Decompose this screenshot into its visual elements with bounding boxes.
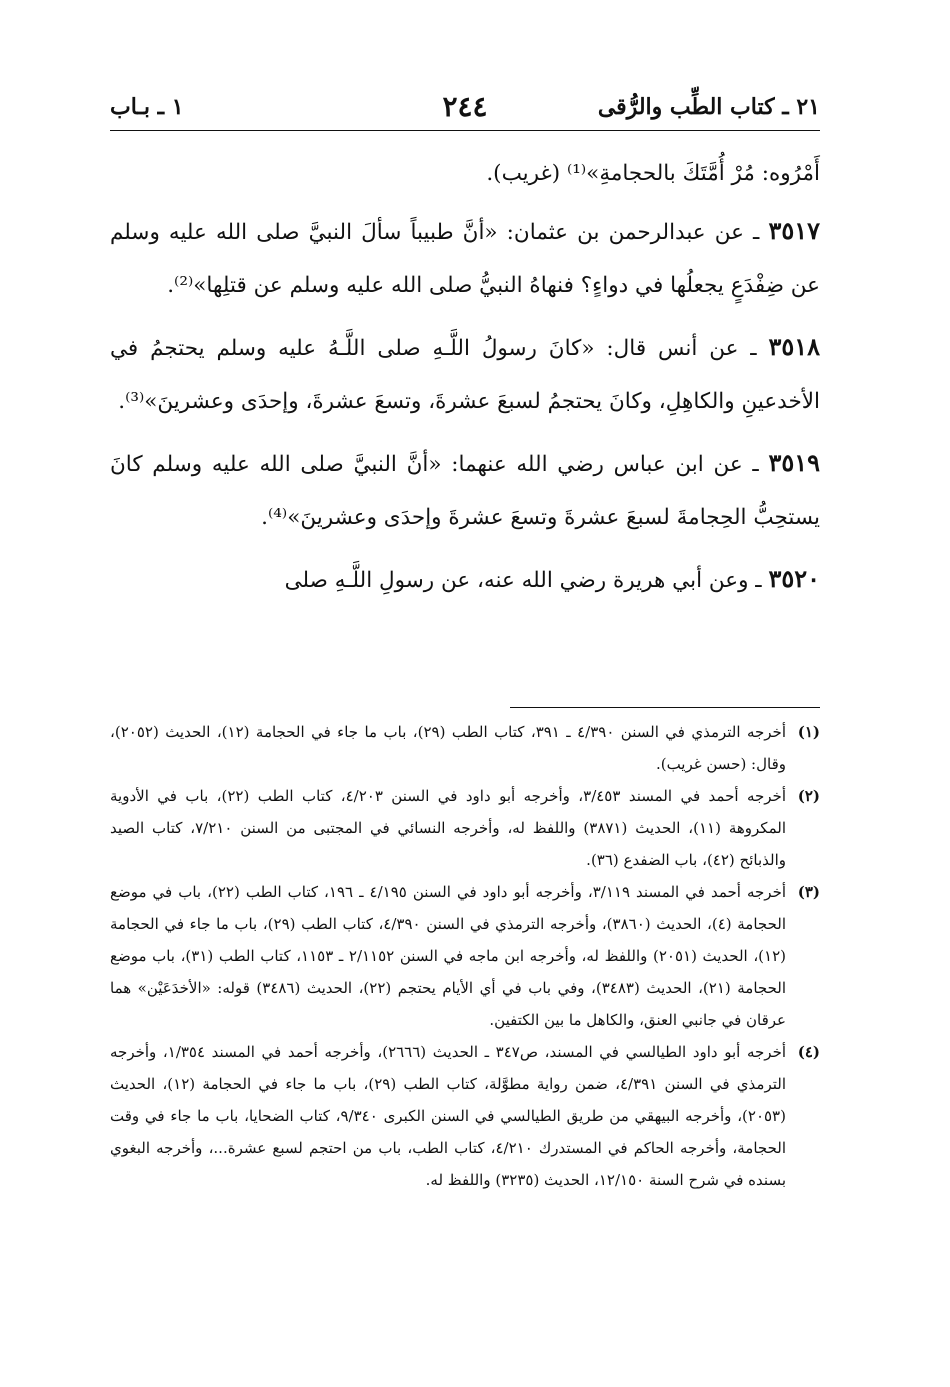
footnote-label: (٢) <box>797 787 820 805</box>
page-number: ٢٤٤ <box>442 90 488 123</box>
running-header <box>110 88 820 131</box>
footnote-text: أخرجه أحمد في المسند ٣/١١٩، وأخرجه أبو داود في السنن ٤/١٩٥ ـ ١٩٦، كتاب الطب (٢٢)، باب في موضع الحجامة (٤)، الحديث (٣٨٦٠)، وأخرجه الترمذي في السنن ٤/٣٩٠، كتاب الطب (٢٩)، باب ما جاء في الحجامة (١٢)، الحديث (٢٠٥١) واللفظ له، وأخرجه ابن ماجه في السنن ٢/١١٥٢ ـ ١١٥٣، كتاب الطب (٣١)، باب موضع الحجامة (٢١)، الحديث (٣٤٨٣)، وفي باب في أي الأيام يحتجم (٢٢)، الحديث (٣٤٨٦) قوله: «الأخدَعَيْن» هما عرقان في جانبي العنق، والكاهل ما بين الكتفين. <box>110 883 787 1029</box>
hadith-text: ـ عن عبدالرحمن بن عثمان: «أنَّ طبيباً سألَ النبيَّ صلى الله عليه وسلم عن ضِفْدَعٍ يجعلُها في دواءٍ؟ فنهاهُ النبيُّ صلى الله عليه وسلم عن قتلِها»⁽²⁾. <box>110 220 820 298</box>
hadith-text: ـ عن أنس قال: «كانَ رسولُ اللَّـهِ صلى اللَّـهُ عليه وسلم يحتجمُ في الأخدعينِ والكاهِلِ، وكانَ يحتجمُ لسبعَ عشرةَ، وتسعَ عشرةَ، وإحدَى وعشرينَ»⁽³⁾. <box>110 336 820 414</box>
footnote-text: أخرجه أبو داود الطيالسي في المسند، ص٣٤٧ ـ الحديث (٢٦٦٦)، وأخرجه أحمد في المسند ١/٣٥٤، وأخرجه الترمذي في السنن ٤/٣٩١، ضمن رواية مطوَّلة، كتاب الطب (٢٩)، باب ما جاء في الحجامة (١٢)، الحديث (٢٠٥٣)، وأخرجه البيهقي من طريق الطيالسي في السنن الكبرى ٩/٣٤٠، كتاب الضحايا، باب ما جاء في وقت الحجامة، وأخرجه الحاكم في المستدرك ٤/٢١٠، كتاب الطب، باب من احتجم لسبع عشرة...، وأخرجه البغوي بسنده في شرح السنة ١٢/١٥٠، الحديث (٣٢٣٥) واللفظ له. <box>110 1043 787 1189</box>
hadith-number: ٣٥٢٠ <box>768 564 820 593</box>
chapter-title: ٢١ ـ كتاب الطِّب والرُّقى <box>597 94 820 120</box>
footnote-label: (١) <box>797 723 820 741</box>
footnote-text: أخرجه الترمذي في السنن ٤/٣٩٠ ـ ٣٩١، كتاب الطب (٢٩)، باب ما جاء في الحجامة (١٢)، الحديث (٢٠٥٢)، وقال: (حسن غريب). <box>110 723 786 773</box>
footnote <box>110 876 820 1036</box>
footnote-text: أخرجه أحمد في المسند ٣/٤٥٣، وأخرجه أبو داود في السنن ٤/٢٠٣، كتاب الطب (٢٢)، باب في الأدوية المكروهة (١١)، الحديث (٣٨٧١) واللفظ له، وأخرجه النسائي في المجتبى من السنن ٧/٢١٠، كتاب الصيد والذبائح (٤٢)، باب الضفدع (٣٦). <box>110 787 786 869</box>
hadith-number: ٣٥١٨ <box>768 332 820 361</box>
hadith-paragraph <box>110 204 820 312</box>
footnote <box>110 780 820 876</box>
footnote <box>110 1036 820 1196</box>
main-text <box>110 147 820 607</box>
continuation-paragraph: أَمْرُوه: مُرْ أُمَّتَكَ بالحجامةِ»⁽¹⁾ (غريب). <box>486 161 820 186</box>
hadith-paragraph <box>110 552 820 607</box>
book-page <box>110 88 820 1308</box>
hadith-paragraph <box>110 320 820 428</box>
hadith-number: ٣٥١٩ <box>768 448 820 477</box>
footnote <box>110 716 820 780</box>
footnote-label: (٣) <box>797 883 820 901</box>
footnote-label: (٤) <box>797 1043 820 1061</box>
hadith-text: ـ عن ابن عباس رضي الله عنهما: «أنَّ النبيَّ صلى الله عليه وسلم كانَ يستحِبُّ الحِجامةَ لسبعَ عشرةَ وتسعَ عشرةَ وإحدَى وعشرينَ»⁽⁴⁾. <box>110 452 820 530</box>
hadith-paragraph <box>110 436 820 544</box>
footnotes <box>110 716 820 1196</box>
footnote-separator <box>510 707 820 708</box>
hadith-text: ـ وعن أبي هريرة رضي الله عنه، عن رسولِ اللَّـهِ صلى <box>284 568 762 593</box>
section-title: ١ ـ بـاب <box>110 94 184 120</box>
hadith-number: ٣٥١٧ <box>768 216 821 245</box>
